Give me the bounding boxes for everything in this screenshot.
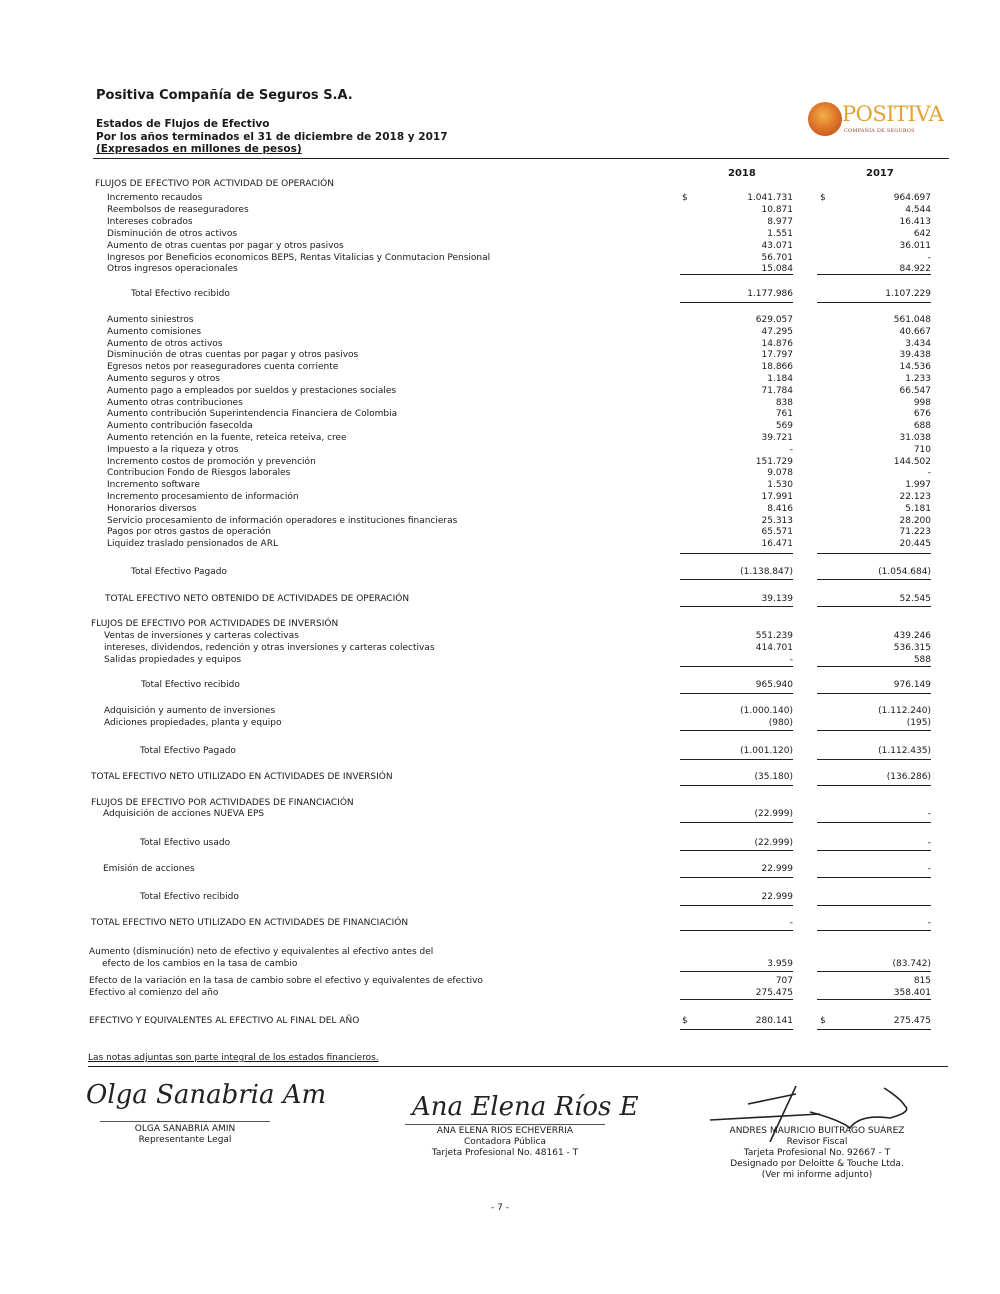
underline-2018 (680, 850, 793, 851)
net-change-label (0, 946, 1000, 958)
row-label: Incremento software (107, 480, 200, 491)
signatory-auditor (712, 1126, 922, 1181)
underline-2017 (817, 905, 931, 906)
row-label: FLUJOS DE EFECTIVO POR ACTIVIDADES DE INVERSIÓN (91, 619, 339, 629)
statement-row (0, 326, 1000, 338)
total-row (0, 891, 1000, 903)
underline-2018 (680, 693, 793, 694)
row-label: Pagos por otros gastos de operación (107, 527, 271, 538)
value-2017: 688 (913, 421, 931, 432)
statement-row (0, 987, 1000, 999)
row-label: Aumento de otros activos (107, 338, 223, 349)
row-label: Adquisición y aumento de inversiones (104, 706, 276, 716)
value-2017: 976.149 (893, 680, 931, 690)
value-2018: 414.701 (755, 643, 793, 653)
value-2018: 629.057 (755, 315, 793, 325)
value-2017: (136.286) (886, 772, 931, 782)
statement-row (0, 216, 1000, 228)
signatory-role: Revisor Fiscal (786, 1137, 848, 1147)
row-label: Aumento contribución fasecolda (107, 421, 253, 432)
underline-2017 (817, 1029, 931, 1030)
underline-2017 (817, 999, 931, 1000)
value-2017: 536.315 (893, 643, 931, 653)
row-label: Total Efectivo usado (140, 838, 231, 848)
total-row (0, 745, 1000, 757)
row-label: TOTAL EFECTIVO NETO UTILIZADO EN ACTIVIDADES DE INVERSIÓN (91, 772, 393, 782)
value-2018: 25.313 (761, 515, 793, 526)
underline-2017 (817, 877, 931, 878)
signatory-role: Representante Legal (138, 1135, 232, 1145)
value-2018: 17.991 (761, 492, 793, 502)
value-2018: (22.999) (754, 809, 793, 819)
row-label: Aumento seguros y otros (107, 374, 220, 384)
header-divider (93, 158, 949, 159)
value-2018: 151.729 (755, 456, 793, 467)
value-2017: - (927, 252, 931, 263)
statement-row (0, 338, 1000, 350)
statement-row (0, 385, 1000, 397)
value-2017: 439.246 (893, 631, 931, 641)
value-2017: - (927, 809, 931, 819)
value-2018: 9.078 (767, 468, 793, 479)
row-label: intereses, dividendos, redención y otras inversiones y carteras colectivas (104, 643, 435, 653)
statement-row (0, 373, 1000, 385)
value-2018: 39.139 (761, 594, 793, 604)
row-label: Intereses cobrados (107, 216, 193, 227)
statement-row (0, 479, 1000, 491)
row-label: Aumento retención en la fuente, reteica reteiva, cree (107, 433, 347, 443)
notes-disclaimer: Las notas adjuntas son parte integral de los estados financieros. (88, 1053, 379, 1063)
statement-row (0, 420, 1000, 432)
logo-sphere-icon (808, 102, 842, 136)
value-2017: 20.445 (899, 539, 931, 550)
row-label: Aumento de otras cuentas por pagar y otros pasivos (107, 240, 344, 251)
column-header-2017: 2017 (866, 168, 894, 179)
statement-row (0, 642, 1000, 654)
statement-heading (96, 118, 448, 156)
value-2017: 642 (913, 228, 931, 239)
row-label: Total Efectivo Pagado (140, 746, 236, 756)
value-2018: 15.084 (761, 264, 793, 275)
signature-line (100, 1121, 270, 1122)
value-2018: 65.571 (761, 527, 793, 538)
statement-row (0, 467, 1000, 479)
value-2018: 18.866 (761, 362, 793, 373)
value-2017: - (927, 468, 931, 479)
value-2018: 707 (775, 976, 793, 986)
row-label: Efecto de la variación en la tasa de cambio sobre el efectivo y equivalentes de efectivo (89, 976, 483, 986)
value-2017: (1.054.684) (878, 567, 931, 577)
total-row (0, 679, 1000, 691)
underline-2018 (680, 666, 793, 667)
value-2017: 22.123 (899, 492, 931, 502)
underline-2018 (680, 579, 793, 580)
value-2017: 561.048 (893, 315, 931, 325)
value-2017: 815 (913, 976, 931, 986)
row-label: Incremento procesamiento de información (107, 492, 299, 502)
value-2018: 39.721 (761, 433, 793, 443)
signature-ana: Ana Elena Ríos E (412, 1092, 639, 1122)
value-2017: 964.697 (893, 193, 931, 203)
value-2018: 17.797 (761, 350, 793, 361)
row-label: Honorarios diversos (107, 503, 197, 514)
statement-row (0, 240, 1000, 252)
value-2017: 1.233 (905, 374, 931, 384)
value-2018: 47.295 (761, 326, 793, 337)
statement-row (0, 204, 1000, 216)
underline-2018 (680, 606, 793, 607)
value-2018: 1.041.731 (747, 193, 793, 203)
value-2017: 1.107.229 (885, 289, 931, 299)
statement-period: Por los años terminados el 31 de diciembre de 2018 y 2017 (96, 130, 448, 143)
page-number: - 7 - (491, 1203, 509, 1213)
statement-row (0, 863, 1000, 875)
value-2018: 3.959 (767, 959, 793, 969)
underline-2017 (817, 759, 931, 760)
value-2018: 1.530 (767, 480, 793, 491)
value-2018: 71.784 (761, 385, 793, 396)
row-label: TOTAL EFECTIVO NETO UTILIZADO EN ACTIVIDADES DE FINANCIACIÓN (91, 918, 409, 928)
underline-2018 (680, 905, 793, 906)
value-2017: 36.011 (899, 240, 931, 251)
underline-2018 (680, 930, 793, 931)
value-2018: - (789, 444, 793, 455)
value-2018: 761 (775, 409, 793, 420)
row-label: Disminución de otras cuentas por pagar y otros pasivos (107, 350, 359, 361)
net-total-row (0, 593, 1000, 605)
underline-2017 (817, 822, 931, 823)
statement-row (0, 432, 1000, 444)
value-2018: 56.701 (761, 252, 793, 263)
value-2017: 28.200 (899, 515, 931, 526)
underline-2017 (817, 579, 931, 580)
value-2018: 14.876 (761, 338, 793, 349)
value-2017: 52.545 (899, 594, 931, 604)
row-label: Aumento siniestros (107, 315, 194, 325)
row-label: Total Efectivo recibido (131, 289, 230, 299)
signatory-card: Tarjeta Profesional No. 48161 - T (431, 1148, 579, 1158)
underline-2018 (680, 759, 793, 760)
currency-symbol-2018: $ (682, 1016, 688, 1026)
underline-2018 (680, 730, 793, 731)
statement-title: Estados de Flujos de Efectivo (96, 118, 270, 130)
statement-row (0, 630, 1000, 642)
underline-2018 (680, 971, 793, 972)
value-2018: - (789, 918, 793, 928)
row-label: Salidas propiedades y equipos (104, 655, 242, 665)
section-title-inversion (0, 618, 1000, 630)
value-2017: 1.997 (905, 480, 931, 491)
statement-row (0, 526, 1000, 538)
underline-2017 (817, 693, 931, 694)
value-2017: 3.434 (905, 338, 931, 349)
statement-row (0, 491, 1000, 503)
row-label: Aumento pago a empleados por sueldos y prestaciones sociales (107, 385, 397, 396)
row-label: Total Efectivo Pagado (131, 567, 227, 577)
value-2017: 39.438 (899, 350, 931, 361)
row-label: Otros ingresos operacionales (107, 264, 238, 275)
net-total-row (0, 771, 1000, 783)
statement-row (0, 397, 1000, 409)
underline-2018 (680, 302, 793, 303)
value-2018: (1.001.120) (740, 746, 793, 756)
value-2017: 31.038 (899, 433, 931, 443)
value-2018: 965.940 (755, 680, 793, 690)
value-2018: 1.184 (767, 374, 793, 384)
signatory-name: ANDRES MAURICIO BUITRAGO SUÁREZ (729, 1126, 905, 1136)
statement-row (0, 654, 1000, 666)
row-label: Efectivo al comienzo del año (89, 988, 219, 998)
total-row (0, 566, 1000, 578)
value-2018: 22.999 (761, 892, 793, 902)
row-label: efecto de los cambios en la tasa de cambio (102, 959, 298, 969)
total-row (0, 837, 1000, 849)
underline-2018 (680, 553, 793, 554)
underline-2017 (817, 274, 931, 275)
underline-2018 (680, 785, 793, 786)
value-2017: 710 (913, 444, 931, 455)
statement-row (0, 314, 1000, 326)
signatory-role: Contadora Pública (464, 1137, 546, 1147)
underline-2018 (680, 274, 793, 275)
row-label: Disminución de otros activos (107, 228, 238, 239)
statement-row (0, 717, 1000, 729)
underline-2017 (817, 302, 931, 303)
value-2018: 838 (775, 397, 793, 408)
logo-wordmark: POSITIVA (842, 102, 944, 126)
row-label: Adiciones propiedades, planta y equipo (104, 718, 282, 728)
value-2017: 998 (913, 397, 931, 408)
statement-row (0, 228, 1000, 240)
row-label: Servicio procesamiento de información operadores e instituciones financieras (107, 515, 458, 526)
value-2017: (1.112.240) (878, 706, 931, 716)
row-label: Ingresos por Beneficios economicos BEPS, Rentas Vitalicias y Conmutacion Pensional (107, 252, 491, 263)
currency-symbol-2018: $ (682, 193, 688, 203)
value-2018: (22.999) (754, 838, 793, 848)
value-2018: 10.871 (761, 204, 793, 215)
row-label: FLUJOS DE EFECTIVO POR ACTIVIDADES DE FINANCIACIÓN (91, 798, 354, 808)
value-2017: 14.536 (899, 362, 931, 373)
row-label: Impuesto a la riqueza y otros (107, 444, 239, 455)
row-label: Total Efectivo recibido (141, 680, 240, 690)
statement-row (0, 361, 1000, 373)
value-2018: 569 (775, 421, 793, 432)
value-2017: 588 (913, 655, 931, 665)
signatory-name: ANA ELENA RIOS ECHEVERRIA (436, 1126, 574, 1136)
value-2017: 71.223 (899, 527, 931, 538)
statement-row (0, 408, 1000, 420)
statement-row (0, 975, 1000, 987)
row-label: Reembolsos de reaseguradores (107, 204, 249, 215)
value-2017: - (927, 864, 931, 874)
value-2018: 280.141 (755, 1016, 793, 1026)
value-2018: (1.000.140) (740, 706, 793, 716)
signature-olga: Olga Sanabria Am (86, 1080, 327, 1110)
value-2018: 16.471 (761, 539, 793, 550)
value-2018: (980) (768, 718, 793, 728)
signatory-note: (Ver mi informe adjunto) (761, 1170, 873, 1180)
value-2017: (83.742) (892, 959, 931, 969)
logo-tagline: COMPAÑÍA DE SEGUROS (844, 128, 915, 134)
row-label: FLUJOS DE EFECTIVO POR ACTIVIDAD DE OPERACIÓN (95, 179, 334, 189)
company-logo (806, 99, 944, 141)
value-2017: 275.475 (893, 1016, 931, 1026)
value-2017: 66.547 (899, 385, 931, 396)
currency-symbol-2017: $ (820, 193, 826, 203)
value-2018: 43.071 (761, 240, 793, 251)
value-2017: 4.544 (905, 204, 931, 215)
row-label: Adquisición de acciones NUEVA EPS (103, 809, 265, 819)
section-title-operacion (0, 178, 1000, 190)
value-2017: - (927, 838, 931, 848)
row-label: Aumento comisiones (107, 326, 202, 337)
value-2017: 84.922 (899, 264, 931, 275)
statement-row (0, 456, 1000, 468)
ending-cash-row (0, 1015, 1000, 1027)
statement-row (0, 538, 1000, 550)
column-header-2018: 2018 (728, 168, 756, 179)
value-2018: (1.138.847) (740, 567, 793, 577)
underline-2017 (817, 971, 931, 972)
value-2017: 40.667 (899, 326, 931, 337)
signatory-accountant (405, 1124, 605, 1159)
value-2018: 275.475 (755, 988, 793, 998)
row-label: Incremento recaudos (107, 193, 203, 203)
value-2017: 144.502 (893, 456, 931, 467)
row-label: Aumento (disminución) neto de efectivo y equivalentes al efectivo antes del (89, 947, 434, 957)
value-2018: (35.180) (754, 772, 793, 782)
value-2018: 1.551 (767, 228, 793, 239)
row-label: EFECTIVO Y EQUIVALENTES AL EFECTIVO AL FINAL DEL AÑO (89, 1016, 360, 1026)
statement-row (0, 252, 1000, 264)
row-label: Aumento contribución Superintendencia Financiera de Colombia (107, 409, 398, 420)
value-2018: 551.239 (755, 631, 793, 641)
value-2018: 8.977 (767, 216, 793, 227)
signatory-card: Tarjeta Profesional No. 92667 - T (743, 1148, 891, 1158)
value-2017: (1.112.435) (878, 746, 931, 756)
row-label: Emisión de acciones (103, 864, 195, 874)
footer-divider (88, 1066, 948, 1067)
underline-2017 (817, 730, 931, 731)
row-label: Incremento costos de promoción y prevención (107, 456, 316, 467)
row-label: Total Efectivo recibido (140, 892, 239, 902)
underline-2018 (680, 877, 793, 878)
underline-2018 (680, 999, 793, 1000)
value-2017: 358.401 (893, 988, 931, 998)
value-2018: 8.416 (767, 503, 793, 514)
underline-2017 (817, 785, 931, 786)
underline-2017 (817, 606, 931, 607)
row-label: Ventas de inversiones y carteras colectivas (104, 631, 299, 641)
statement-row (0, 705, 1000, 717)
value-2017: (195) (906, 718, 931, 728)
total-row (0, 288, 1000, 300)
statement-row (0, 349, 1000, 361)
underline-2017 (817, 553, 931, 554)
underline-2018 (680, 822, 793, 823)
row-label: Egresos netos por reaseguradores cuenta corriente (107, 362, 339, 373)
statement-row (0, 444, 1000, 456)
value-2017: 676 (913, 409, 931, 420)
row-label: Aumento otras contribuciones (107, 397, 243, 408)
value-2018: 22.999 (761, 864, 793, 874)
value-2017: - (927, 918, 931, 928)
net-change-row (0, 958, 1000, 970)
statement-row (0, 192, 1000, 204)
signatory-legal-rep (100, 1121, 270, 1146)
underline-2017 (817, 666, 931, 667)
statement-row (0, 808, 1000, 820)
row-label: Contribucion Fondo de Riesgos laborales (107, 468, 291, 479)
signatory-firm: Designado por Deloitte & Touche Ltda. (730, 1159, 904, 1169)
value-2017: 16.413 (899, 216, 931, 227)
statement-row (0, 503, 1000, 515)
underline-2017 (817, 850, 931, 851)
signatory-name: OLGA SANABRIA AMIN (134, 1124, 236, 1134)
value-2017: 5.181 (905, 503, 931, 514)
currency-symbol-2017: $ (820, 1016, 826, 1026)
value-2018: 1.177.986 (747, 289, 793, 299)
statement-row (0, 515, 1000, 527)
underline-2017 (817, 930, 931, 931)
net-total-row (0, 917, 1000, 929)
row-label: Liquidez traslado pensionados de ARL (107, 539, 278, 550)
row-label: TOTAL EFECTIVO NETO OBTENIDO DE ACTIVIDADES DE OPERACIÓN (105, 594, 410, 604)
statement-units: (Expresados en millones de pesos) (96, 143, 302, 155)
signature-line (405, 1124, 605, 1125)
company-name: Positiva Compañía de Seguros S.A. (96, 88, 353, 103)
value-2018: - (789, 655, 793, 665)
underline-2018 (680, 1029, 793, 1030)
